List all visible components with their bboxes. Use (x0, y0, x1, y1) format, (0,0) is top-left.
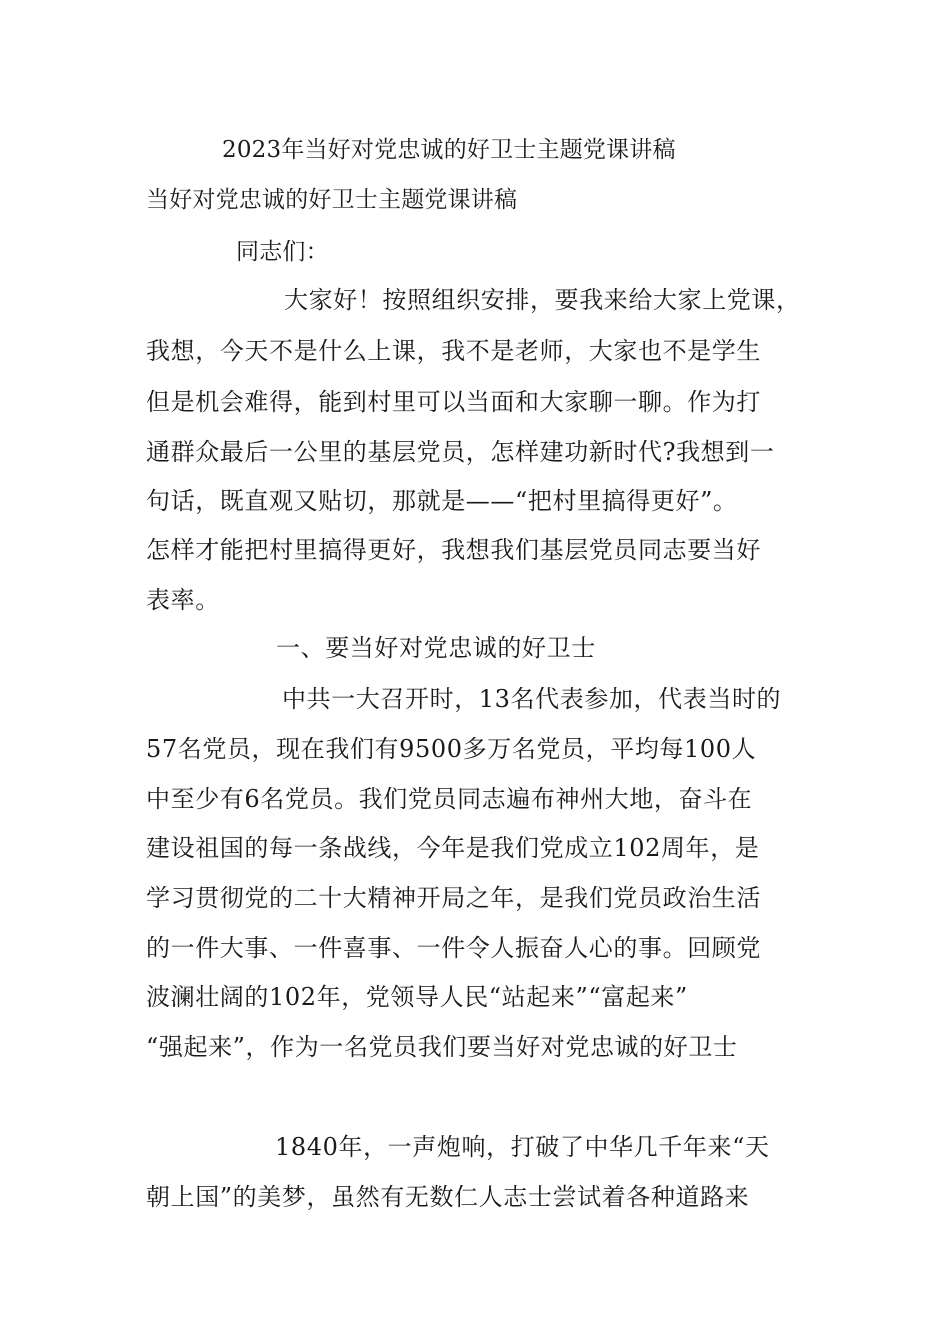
document-title: 2023年当好对党忠诚的好卫士主题党课讲稿 (222, 137, 676, 163)
paragraph-line: 怎样才能把村里搞得更好，我想我们基层党员同志要当好 (146, 536, 761, 564)
salutation: 同志们： (236, 239, 329, 265)
paragraph-line: 表率。 (146, 586, 220, 614)
paragraph-line: 但是机会难得，能到村里可以当面和大家聊一聊。作为打 (146, 388, 761, 416)
paragraph-line: 1840年，一声炮响，打破了中华几千年来“天 (275, 1133, 770, 1161)
paragraph-line: 大家好！按照组织安排，要我来给大家上党课， (284, 286, 801, 314)
section-heading: 一、要当好对党忠诚的好卫士 (276, 634, 596, 662)
paragraph-line: 通群众最后一公里的基层党员，怎样建功新时代?我想到一 (146, 438, 775, 466)
paragraph-line: 中共一大召开时，13名代表参加，代表当时的 (282, 685, 782, 713)
paragraph-line: 学习贯彻党的二十大精神开局之年，是我们党员政治生活 (146, 884, 761, 912)
paragraph-line: 中至少有6名党员。我们党员同志遍布神州大地，奋斗在 (146, 785, 753, 813)
paragraph-line: 波澜壮阔的102年，党领导人民“站起来”“富起来” (146, 983, 688, 1011)
paragraph-line: 朝上国”的美梦，虽然有无数仁人志士尝试着各种道路来 (146, 1183, 750, 1211)
paragraph-line: 句话，既直观又贴切，那就是——“把村里搞得更好”。 (146, 487, 738, 515)
paragraph-line: 57名党员，现在我们有9500多万名党员，平均每100人 (146, 735, 757, 763)
paragraph-line: 的一件大事、一件喜事、一件令人振奋人心的事。回顾党 (146, 934, 761, 962)
paragraph-line: “强起来”，作为一名党员我们要当好对党忠诚的好卫士 (146, 1033, 738, 1061)
document-subtitle: 当好对党忠诚的好卫士主题党课讲稿 (146, 187, 518, 213)
paragraph-line: 我想，今天不是什么上课，我不是老师，大家也不是学生 (146, 337, 761, 365)
paragraph-line: 建设祖国的每一条战线，今年是我们党成立102周年，是 (146, 834, 760, 862)
